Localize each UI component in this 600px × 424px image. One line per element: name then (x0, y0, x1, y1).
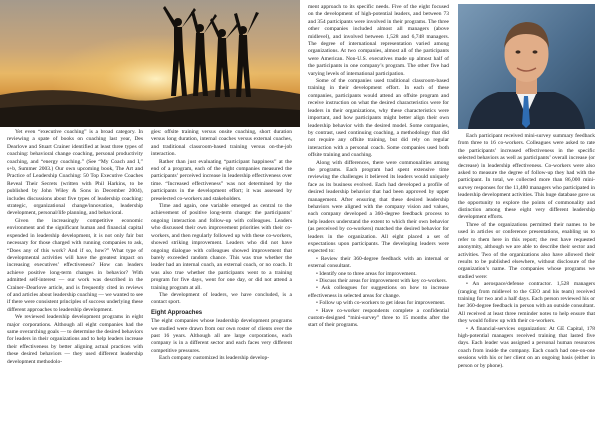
paragraph: Time and again, one variable emerged as central to the achievement of positive long-term change: the participants’ ongoing interaction and follow-up with colleagues. Leaders who discussed their own improvement priorities with their co-workers, and then regularly followed up with these co-workers, showed striking improvement. Leaders who did not have ongoing dialogue with colleagues showed improvement that barely exceeded random chance. This was true whether the leader had an internal coach, an external coach, or no coach. It was also true whether the participants went to a training program for five days, went for one day, or did not attend a training program at all. (151, 203, 292, 291)
bullet-item: • Ask colleagues for suggestions on how to increase effectiveness in selected areas for change. (308, 285, 449, 299)
paragraph: Given the increasingly competitive economic environment and the significant human and financial capital expended in leadership development, it is not only fair but necessary for those charged with running companies to ask, “Does any of this work? And if so, how?” What type of developmental activities will have the greatest impact on increasing executives’ effectiveness? How can leaders achieve positive long-term changes in behavior? With admitted self-interest — our work was described in the Crainer–Dearlove article, and is frequently cited in reviews of and articles about leadership coaching — we wanted to see if there were consistent principles of success underlying these different approaches to leadership development. (7, 217, 143, 313)
paragraph: Some of the companies used traditional classroom-based training in their development effort. In each of these companies, participants would attend an offsite program and receive instruction on what the desired characteristics were for leaders in their organizations, why these characteristics were important, and how participants might better align their own leadership behavior with the desired model. Some companies, by contrast, used continuing coaching, a methodology that did not require any offsite training, but did rely on regular interaction with a personal coach. Some companies used both offsite training and coaching. (308, 78, 449, 159)
bullet-item: • Review their 360-degree feedback with an internal or external consultant. (308, 255, 449, 270)
paragraph: Each company customized its leadership develop- (159, 355, 270, 362)
paragraph: Along with differences, there were commonalities among the programs. Each program had spent extensive time reviewing the challenges it believed its leaders would uniquely face as its business evolved. Each had developed a profile of desired leadership behavior that had been approved by upper management. After ensuring that these desired leadership behaviors were aligned with the company vision and values, each company developed a 360-degree feedback process to help leaders understand the extent to which their own behavior (as perceived by co-workers) matched the desired behavior for leaders in the organization. All eight placed a set of expectations upon participants. The developing leaders were expected to: (308, 159, 449, 255)
man-portrait-icon (458, 4, 595, 129)
paragraph: Three of the organizations permitted their names to be used in articles or conference presentations, enabling us to refer to them here in this report; the rest have requested anonymity, although we are able to describe their sector and activities. Two of the organizations also have allowed their results to be published elsewhere, without disclosure of the organization’s name. The companies whose programs we studied were: (458, 221, 595, 280)
article-column-2 (151, 129, 292, 363)
paragraph: Rather than just evaluating “participant happiness” at the end of a program, each of the eight companies measured the participants’ perceived increase in leadership effectiveness over time. “Increased effectiveness” was not determined by the participants in the development effort; it was assessed by preselected co-workers and stakeholders. (151, 158, 292, 202)
bullet-item: • An aerospace/defense contractor. 1,528 managers (ranging from midlevel to the CEO and his team) received training for two and a half days. Each person reviewed his or her 360-degree feedback in person with an outside consultant. All received at least three reminder notes to help ensure that they would follow up with their co-workers. (458, 281, 595, 325)
article-column-1 (7, 129, 143, 366)
bullet-item: • Identify one to three areas for improvement. (316, 270, 417, 277)
paragraph: We reviewed leadership development programs in eight major corporations. Although all eight companies had the same overarching goals — to determine the desired behaviors for leaders in their organizations and to help leaders increase their effectiveness by better aligning actual practices with these desired behaviors — they used different leadership development methodolo- (7, 314, 143, 365)
bullet-item: • Follow up with co-workers to get ideas for improvement. (316, 300, 446, 307)
paragraph: gies: offsite training versus onsite coaching, short duration versus long duration, internal coaches versus external coaches, and traditional classroom-based training versus on-the-job interaction. (151, 129, 292, 158)
hero-image (0, 0, 300, 127)
paragraph: ment approach to its specific needs. Five of the eight focused on the development of high-potential leaders, and between 73 and 354 participants were involved in their programs. The three other companies included almost all managers (above midlevel), and involved between 1,528 and 6,748 managers. The degree of international representation varied among organizations. At two companies, almost all of the participants were American. Non-U.S. executives made up almost half of the participants in one company’s program. The other five had varying levels of international participation. (308, 4, 449, 77)
paragraph: The development of leaders, we have concluded, is a contact sport. (151, 291, 292, 306)
bullet-item: • Have co-worker respondents complete a confidential custom-designed “mini-survey” three to 15 months after the start of their programs. (308, 307, 449, 329)
bullet-item: • Discuss their areas for improvement with key co-workers. (316, 278, 447, 285)
silhouettes-celebrating-icon (0, 0, 300, 127)
article-column-3 (308, 4, 449, 330)
article-column-4 (458, 133, 595, 370)
bullet-item: • A financial-services organization: At GE Capital, 178 high-potential managers received training that lasted five days. Each leader was assigned a personal human resources coach from inside the company. Each coach had one-on-one sessions with his or her client on an ongoing basis (either in person or by phone). (458, 325, 595, 369)
section-heading: Eight Approaches (151, 309, 203, 316)
portrait-photo (458, 4, 595, 129)
paragraph: Yet even “executive coaching” is a broad category. In reviewing a spate of books on coaching last year, Des Dearlove and Stuart Crainer identified at least three types of coaching: behavioral change coaching, personal productivity coaching, and “energy coaching.” (See “My Coach and I,” s+b, Summer 2003.) Our own upcoming book, The Art and Practice of Leadership Coaching: 50 Top Executive Coaches Reveal Their Secrets (written with Phil Harkins, to be published by John Wiley & Sons in December 2004), includes discussions about five types of leadership coaching: strategic, organizational change/innovation, leadership development, personal/life planning, and behavioral. (7, 129, 143, 217)
paragraph: The eight companies whose leadership development programs we studied were drawn from our own roster of clients over the past 16 years. Although all are large corporations, each company is in a different sector and each faces very different competitive pressures. (151, 318, 292, 354)
paragraph: Each participant received mini-survey summary feedback from three to 16 co-workers. Colleagues were asked to rate the participants’ increased effectiveness in the specific selected behaviors as well as participants’ overall increase (or decrease) in leadership effectiveness. Co-workers were also asked to measure the degree of follow-up they had with the participant. In total, we collected more than 86,000 mini-survey responses for the 11,480 managers who participated in leadership development activities. This huge database gave us the opportunity to explore the points of commonality and distinction among these eight very different leadership development efforts. (458, 133, 595, 221)
